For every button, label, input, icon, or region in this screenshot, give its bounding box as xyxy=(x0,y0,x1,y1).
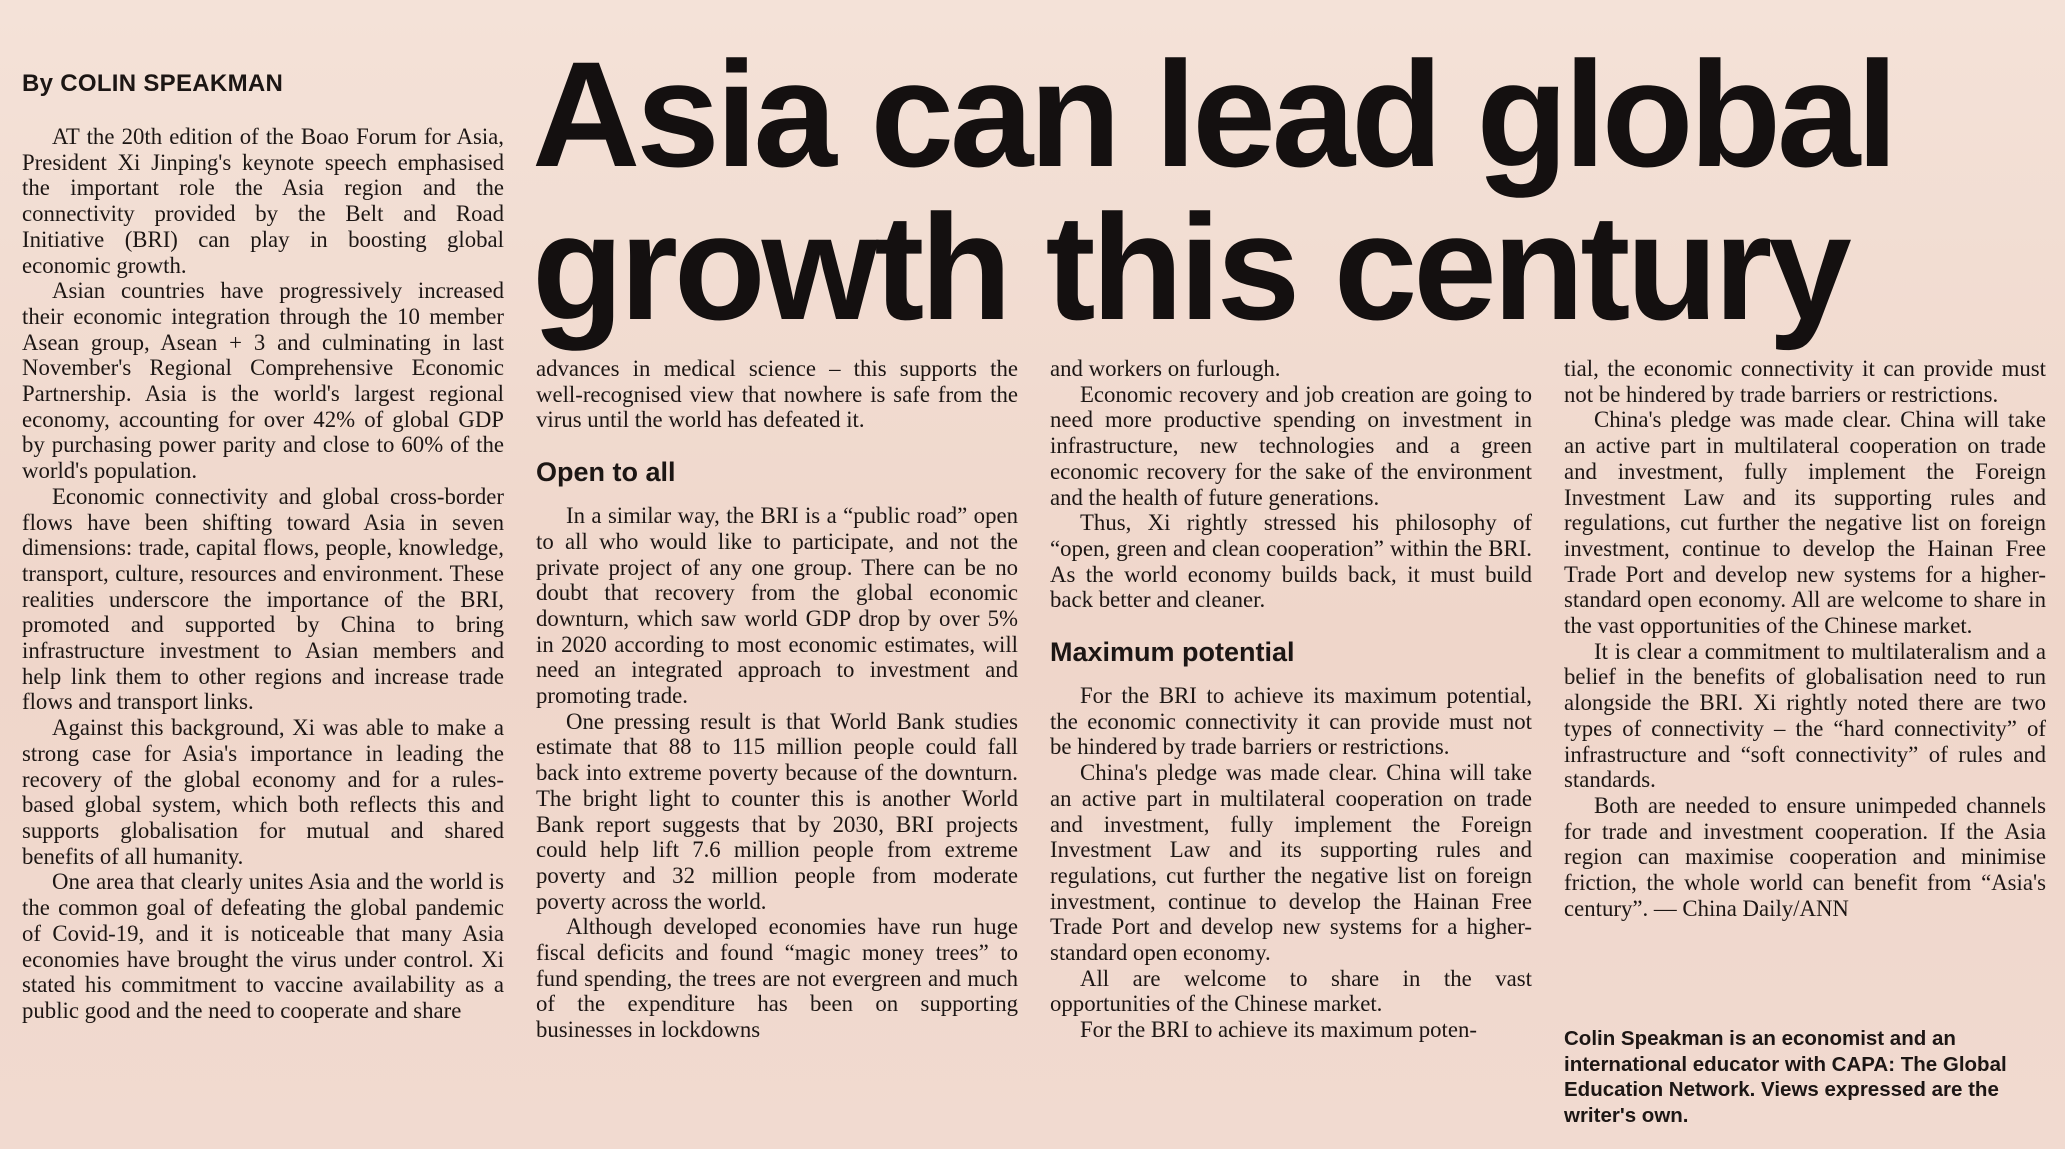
headline xyxy=(532,30,2032,351)
subheading-maximum-potential: Maximum potential xyxy=(1050,637,1295,668)
paragraph-continued: advances in medical science – this supports the well-recognised view that nowhere is safe from the virus until the world has defeated it. xyxy=(536,356,1018,433)
paragraph: One pressing result is that World Bank studies estimate that 88 to 115 million people could fall back into extreme poverty because of the downturn. The bright light to counter this is another World Bank report suggests that by 2030, BRI projects could help lift 7.6 million people from extreme poverty and 32 million people from moderate poverty across the world. xyxy=(536,708,1018,914)
paragraph: Both are needed to ensure unimpeded channels for trade and investment cooperation. If the Asia region can maximise cooperation and minimise friction, the whole world can benefit from “Asia's century”. — China Daily/ANN xyxy=(1564,792,2046,921)
paragraph: One area that clearly unites Asia and the world is the common goal of defeating the global pandemic of Covid-19, and it is noticeable that many Asia economies have brought the virus under control. Xi stated his commitment to vaccine availability as a public good and the need to cooperate and share xyxy=(22,869,504,1023)
byline: By COLIN SPEAKMAN xyxy=(22,70,284,97)
paragraph: Against this background, Xi was able to make a strong case for Asia's importance in leading the recovery of the global economy and for a rules-based global system, which both reflects this and supports globalisation for mutual and shared benefits of all humanity. xyxy=(22,715,504,869)
subheading-open-to-all: Open to all xyxy=(536,457,676,488)
paragraph: It is clear a commitment to multilateralism and a belief in the benefits of globalisation need to run alongside the BRI. Xi rightly noted there are two types of connectivity – the “hard connectivity” of infrastructure and “soft connectivity” of rules and standards. xyxy=(1564,638,2046,793)
article-column-3 xyxy=(1050,356,1532,1043)
paragraph: Although developed economies have run huge fiscal deficits and found “magic money trees” to fund spending, the trees are not evergreen and much of the expenditure has been on supporting businesses in lockdowns xyxy=(536,914,1018,1043)
paragraph: In a similar way, the BRI is a “public road” open to all who would like to participate, and not the private project of any one group. There can be no doubt that recovery from the global economic downturn, which saw world GDP drop by over 5% in 2020 according to most economic estimates, will need an integrated approach to investment and promoting trade. xyxy=(536,503,1018,709)
article-column-2 xyxy=(536,356,1018,1043)
paragraph: Thus, Xi rightly stressed his philosophy of “open, green and clean cooperation” within the BRI. As the world economy builds back, it must build back better and cleaner. xyxy=(1050,510,1532,613)
article-column-1 xyxy=(22,124,504,1024)
paragraph: Economic recovery and job creation are going to need more productive spending on investment in infrastructure, new technologies and a green economic recovery for the sake of the environment and the health of future generations. xyxy=(1050,381,1532,510)
paragraph: Asian countries have progressively increased their economic integration through the 10 member Asean group, Asean + 3 and culminating in last November's Regional Comprehensive Economic Partnership. Asia is the world's largest regional economy, accounting for over 42% of global GDP by purchasing power parity and close to 60% of the world's population. xyxy=(22,278,504,484)
paragraph: Economic connectivity and global cross-border flows have been shifting toward Asia in seven dimensions: trade, capital flows, people, knowledge, transport, culture, resources and environment. These realities underscore the importance of the BRI, promoted and supported by China to bring infrastructure investment to Asian members and help link them to other regions and increase trade flows and transport links. xyxy=(22,483,504,715)
paragraph: All are welcome to share in the vast opportunities of the Chinese market. xyxy=(1050,965,1532,1017)
paragraph: China's pledge was made clear. China will take an active part in multilateral cooperation on trade and investment, fully implement the Foreign Investment Law and its supporting rules and regulations, cut further the negative list on foreign investment, continue to develop the Hainan Free Trade Port and develop new systems for a higher-standard open economy. xyxy=(1050,760,1532,966)
paragraph: For the BRI to achieve its maximum potential, the economic connectivity it can provide must not be hindered by trade barriers or restrictions. xyxy=(1050,683,1532,760)
paragraph: China's pledge was made clear. China will take an active part in multilateral cooperation on trade and investment, fully implement the Foreign Investment Law and its supporting rules and regulations, cut further the negative list on foreign investment, continue to develop the Hainan Free Trade Port and develop new systems for a higher-standard open economy. All are welcome to share in the vast opportunities of the Chinese market. xyxy=(1564,407,2046,639)
headline-line-2: growth this century xyxy=(532,183,1848,351)
paragraph: AT the 20th edition of the Boao Forum for Asia, President Xi Jinping's keynote speech emphasised the important role the Asia region and the connectivity provided by the Belt and Road Initiative (BRI) can play in boosting global economic growth. xyxy=(22,124,504,278)
paragraph-continued: tial, the economic connectivity it can provide must not be hindered by trade barriers or restrictions. xyxy=(1564,356,2046,407)
headline-line-1: Asia can lead global xyxy=(532,30,1895,198)
article-column-4 xyxy=(1564,356,2046,921)
paragraph-continued: and workers on furlough. xyxy=(1050,356,1281,381)
author-bio: Colin Speakman is an economist and an international educator with CAPA: The Global Education Network. Views expressed are the writer's own. xyxy=(1564,1027,2007,1127)
paragraph: For the BRI to achieve its maximum poten- xyxy=(1080,1017,1477,1043)
